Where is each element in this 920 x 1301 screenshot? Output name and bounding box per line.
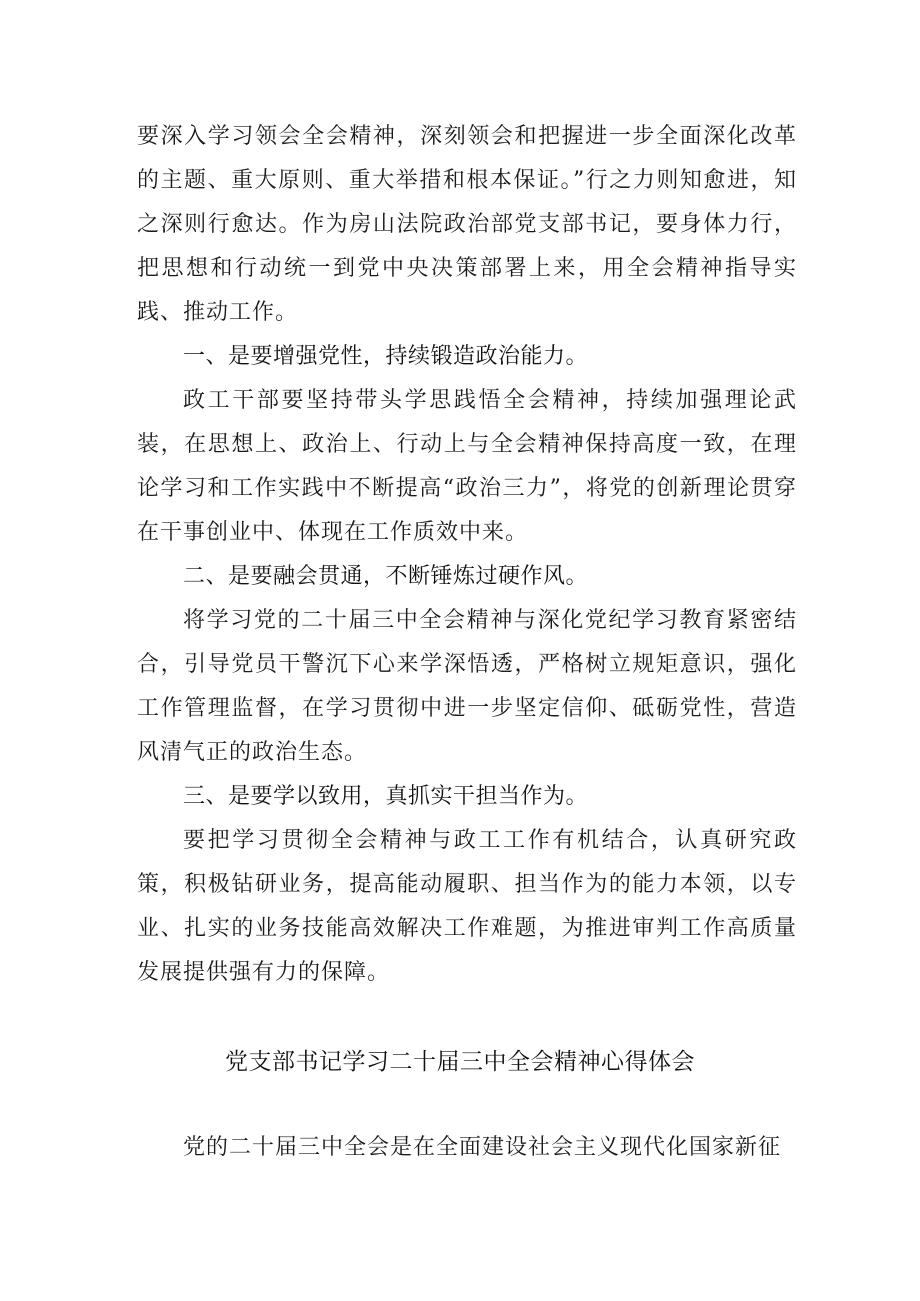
article-title: 党支部书记学习二十届三中全会精神心得体会	[225, 1049, 695, 1075]
section-body-1: 政工干部要坚持带头学思践悟全会精神，持续加强理论武装，在思想上、政治上、行动上与全会精神保持高度一致，在理论学习和工作实践中不断提高“政治三力”，将党的创新理论贯穿在干事创业中、体现在工作质效中来。	[137, 388, 797, 545]
section-body-3: 要把学习贯彻全会精神与政工工作有机结合，认真研究政策，积极钻研业务，提高能动履职、担当作为的能力本领，以专业、扎实的业务技能高效解决工作难题，为推进审判工作高质量发展提供强有力的保障。	[137, 828, 797, 985]
document-body	[137, 115, 797, 995]
article-first-line: 党的二十届三中全会是在全面建设社会主义现代化国家新征	[183, 1135, 782, 1160]
section-heading-1: 一、是要增强党性，持续锻造政治能力。	[183, 344, 589, 369]
intro-paragraph: 要深入学习领会全会精神，深刻领会和把握进一步全面深化改革的主题、重大原则、重大举措和根本保证。”行之力则知愈进，知之深则行愈达。作为房山法院政治部党支部书记，要身体力行，把思想和行动统一到党中央决策部署上来，用全会精神指导实践、推动工作。	[137, 124, 797, 325]
section-heading-2: 二、是要融会贯通，不断锤炼过硬作风。	[183, 564, 589, 589]
section-heading-3: 三、是要学以致用，真抓实干担当作为。	[183, 784, 589, 809]
section-body-2: 将学习党的二十届三中全会精神与深化党纪学习教育紧密结合，引导党员干警沉下心来学深悟透，严格树立规矩意识，强化工作管理监督，在学习贯彻中进一步坚定信仰、砥砺党性，营造风清气正的政治生态。	[137, 608, 797, 765]
